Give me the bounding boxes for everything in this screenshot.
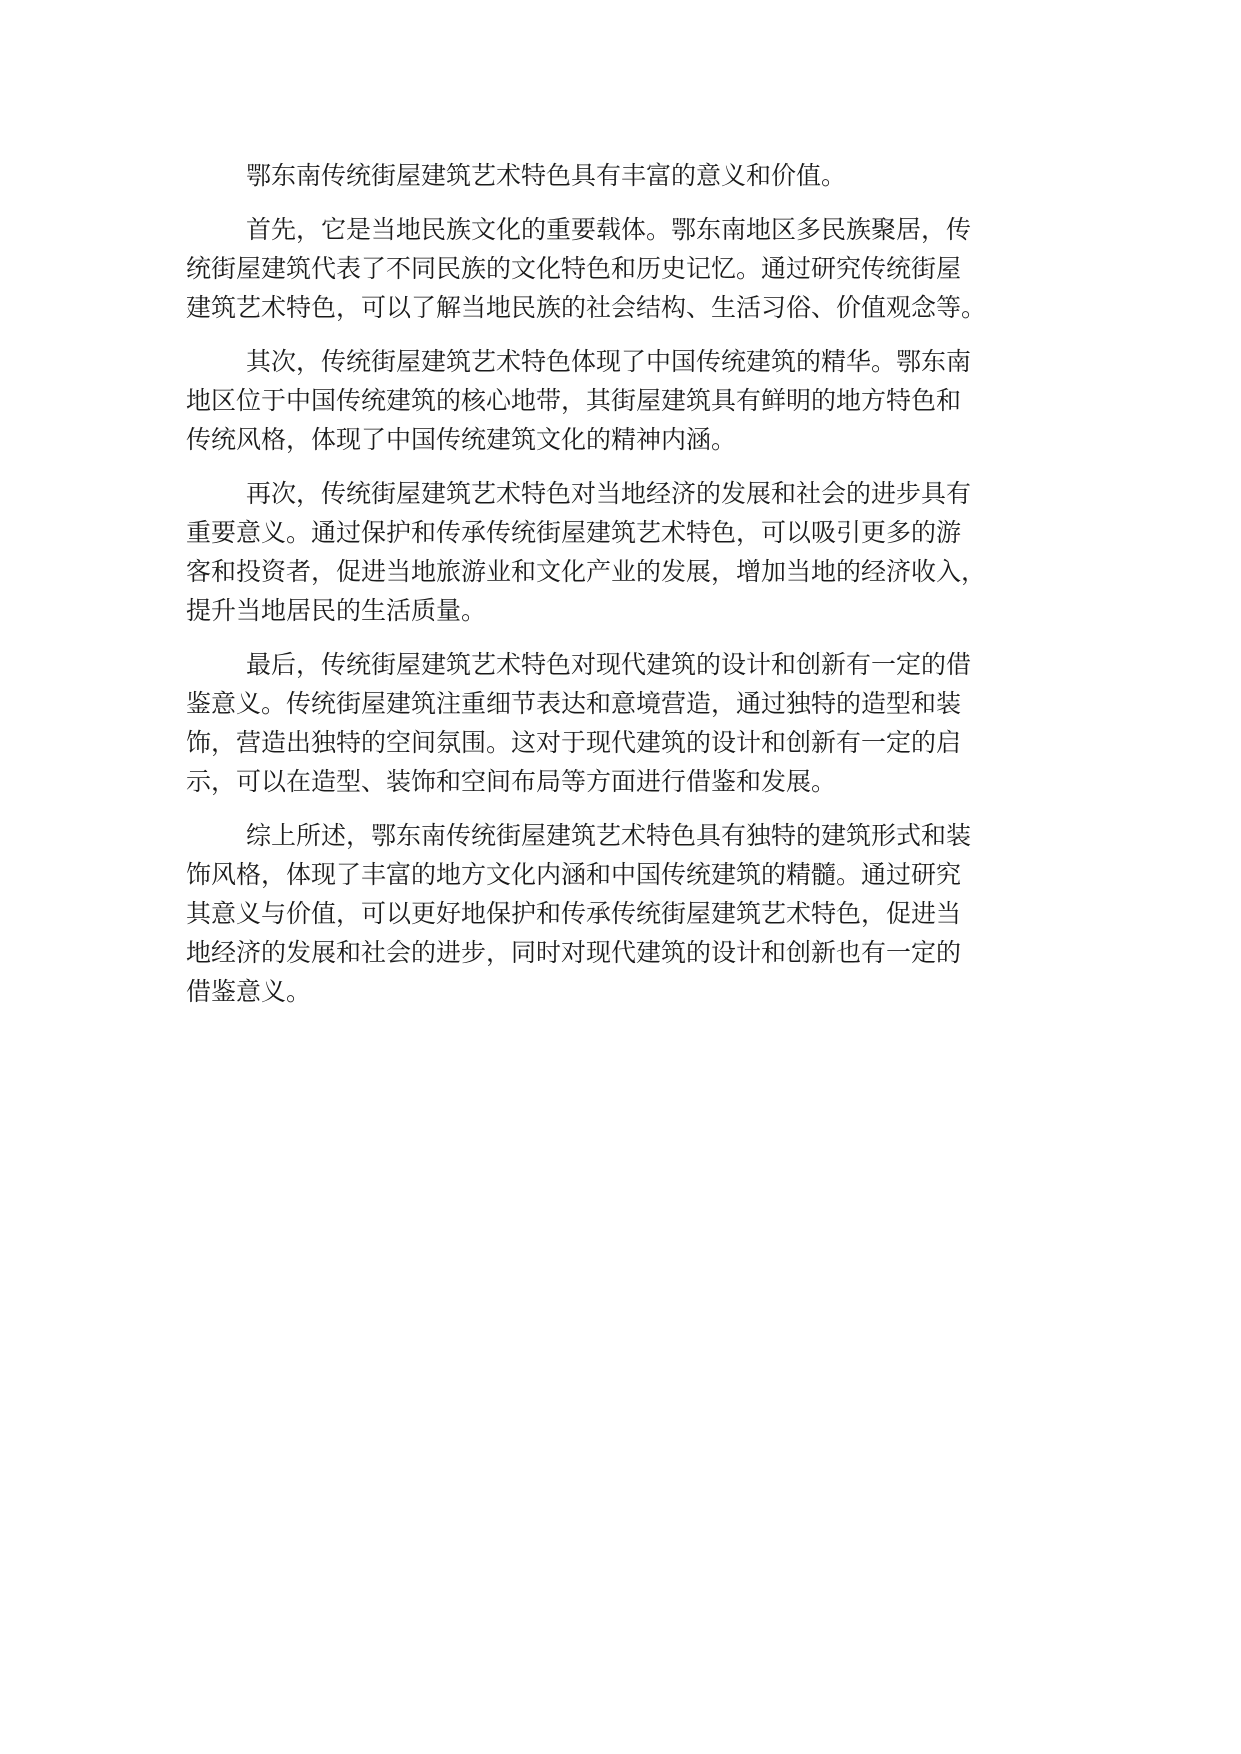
paragraph-first <box>186 210 1086 327</box>
text-line: 提升当地居民的生活质量。 <box>186 596 487 625</box>
paragraph-second <box>186 342 1086 459</box>
text-line: 其意义与价值，可以更好地保护和传承传统街屋建筑艺术特色，促进当 <box>186 899 962 928</box>
text-line: 最后，传统街屋建筑艺术特色对现代建筑的设计和创新有一定的借 <box>246 650 972 679</box>
text-line: 建筑艺术特色，可以了解当地民族的社会结构、生活习俗、价值观念等。 <box>186 293 987 322</box>
text-line: 借鉴意义。 <box>186 977 312 1006</box>
text-line: 其次，传统街屋建筑艺术特色体现了中国传统建筑的精华。鄂东南 <box>246 347 972 376</box>
paragraph-fourth <box>186 645 1086 801</box>
text-line: 鄂东南传统街屋建筑艺术特色具有丰富的意义和价值。 <box>246 161 847 190</box>
paragraph-intro <box>186 156 1086 195</box>
text-line: 饰，营造出独特的空间氛围。这对于现代建筑的设计和创新有一定的启 <box>186 728 962 757</box>
paragraph-conclusion <box>186 816 1086 1011</box>
text-line: 饰风格，体现了丰富的地方文化内涵和中国传统建筑的精髓。通过研究 <box>186 860 962 889</box>
text-line: 重要意义。通过保护和传承传统街屋建筑艺术特色，可以吸引更多的游 <box>186 518 962 547</box>
text-line: 统街屋建筑代表了不同民族的文化特色和历史记忆。通过研究传统街屋 <box>186 254 962 283</box>
text-line: 再次，传统街屋建筑艺术特色对当地经济的发展和社会的进步具有 <box>246 479 972 508</box>
text-line: 鉴意义。传统街屋建筑注重细节表达和意境营造，通过独特的造型和装 <box>186 689 962 718</box>
text-line: 客和投资者，促进当地旅游业和文化产业的发展，增加当地的经济收入， <box>186 557 987 586</box>
text-line: 综上所述，鄂东南传统街屋建筑艺术特色具有独特的建筑形式和装 <box>246 821 972 850</box>
paragraph-third <box>186 474 1086 630</box>
text-line: 地区位于中国传统建筑的核心地带，其街屋建筑具有鲜明的地方特色和 <box>186 386 962 415</box>
text-line: 传统风格，体现了中国传统建筑文化的精神内涵。 <box>186 425 737 454</box>
document-body <box>186 156 1086 1026</box>
text-line: 首先，它是当地民族文化的重要载体。鄂东南地区多民族聚居，传 <box>246 215 972 244</box>
text-line: 地经济的发展和社会的进步，同时对现代建筑的设计和创新也有一定的 <box>186 938 962 967</box>
text-line: 示，可以在造型、装饰和空间布局等方面进行借鉴和发展。 <box>186 767 837 796</box>
